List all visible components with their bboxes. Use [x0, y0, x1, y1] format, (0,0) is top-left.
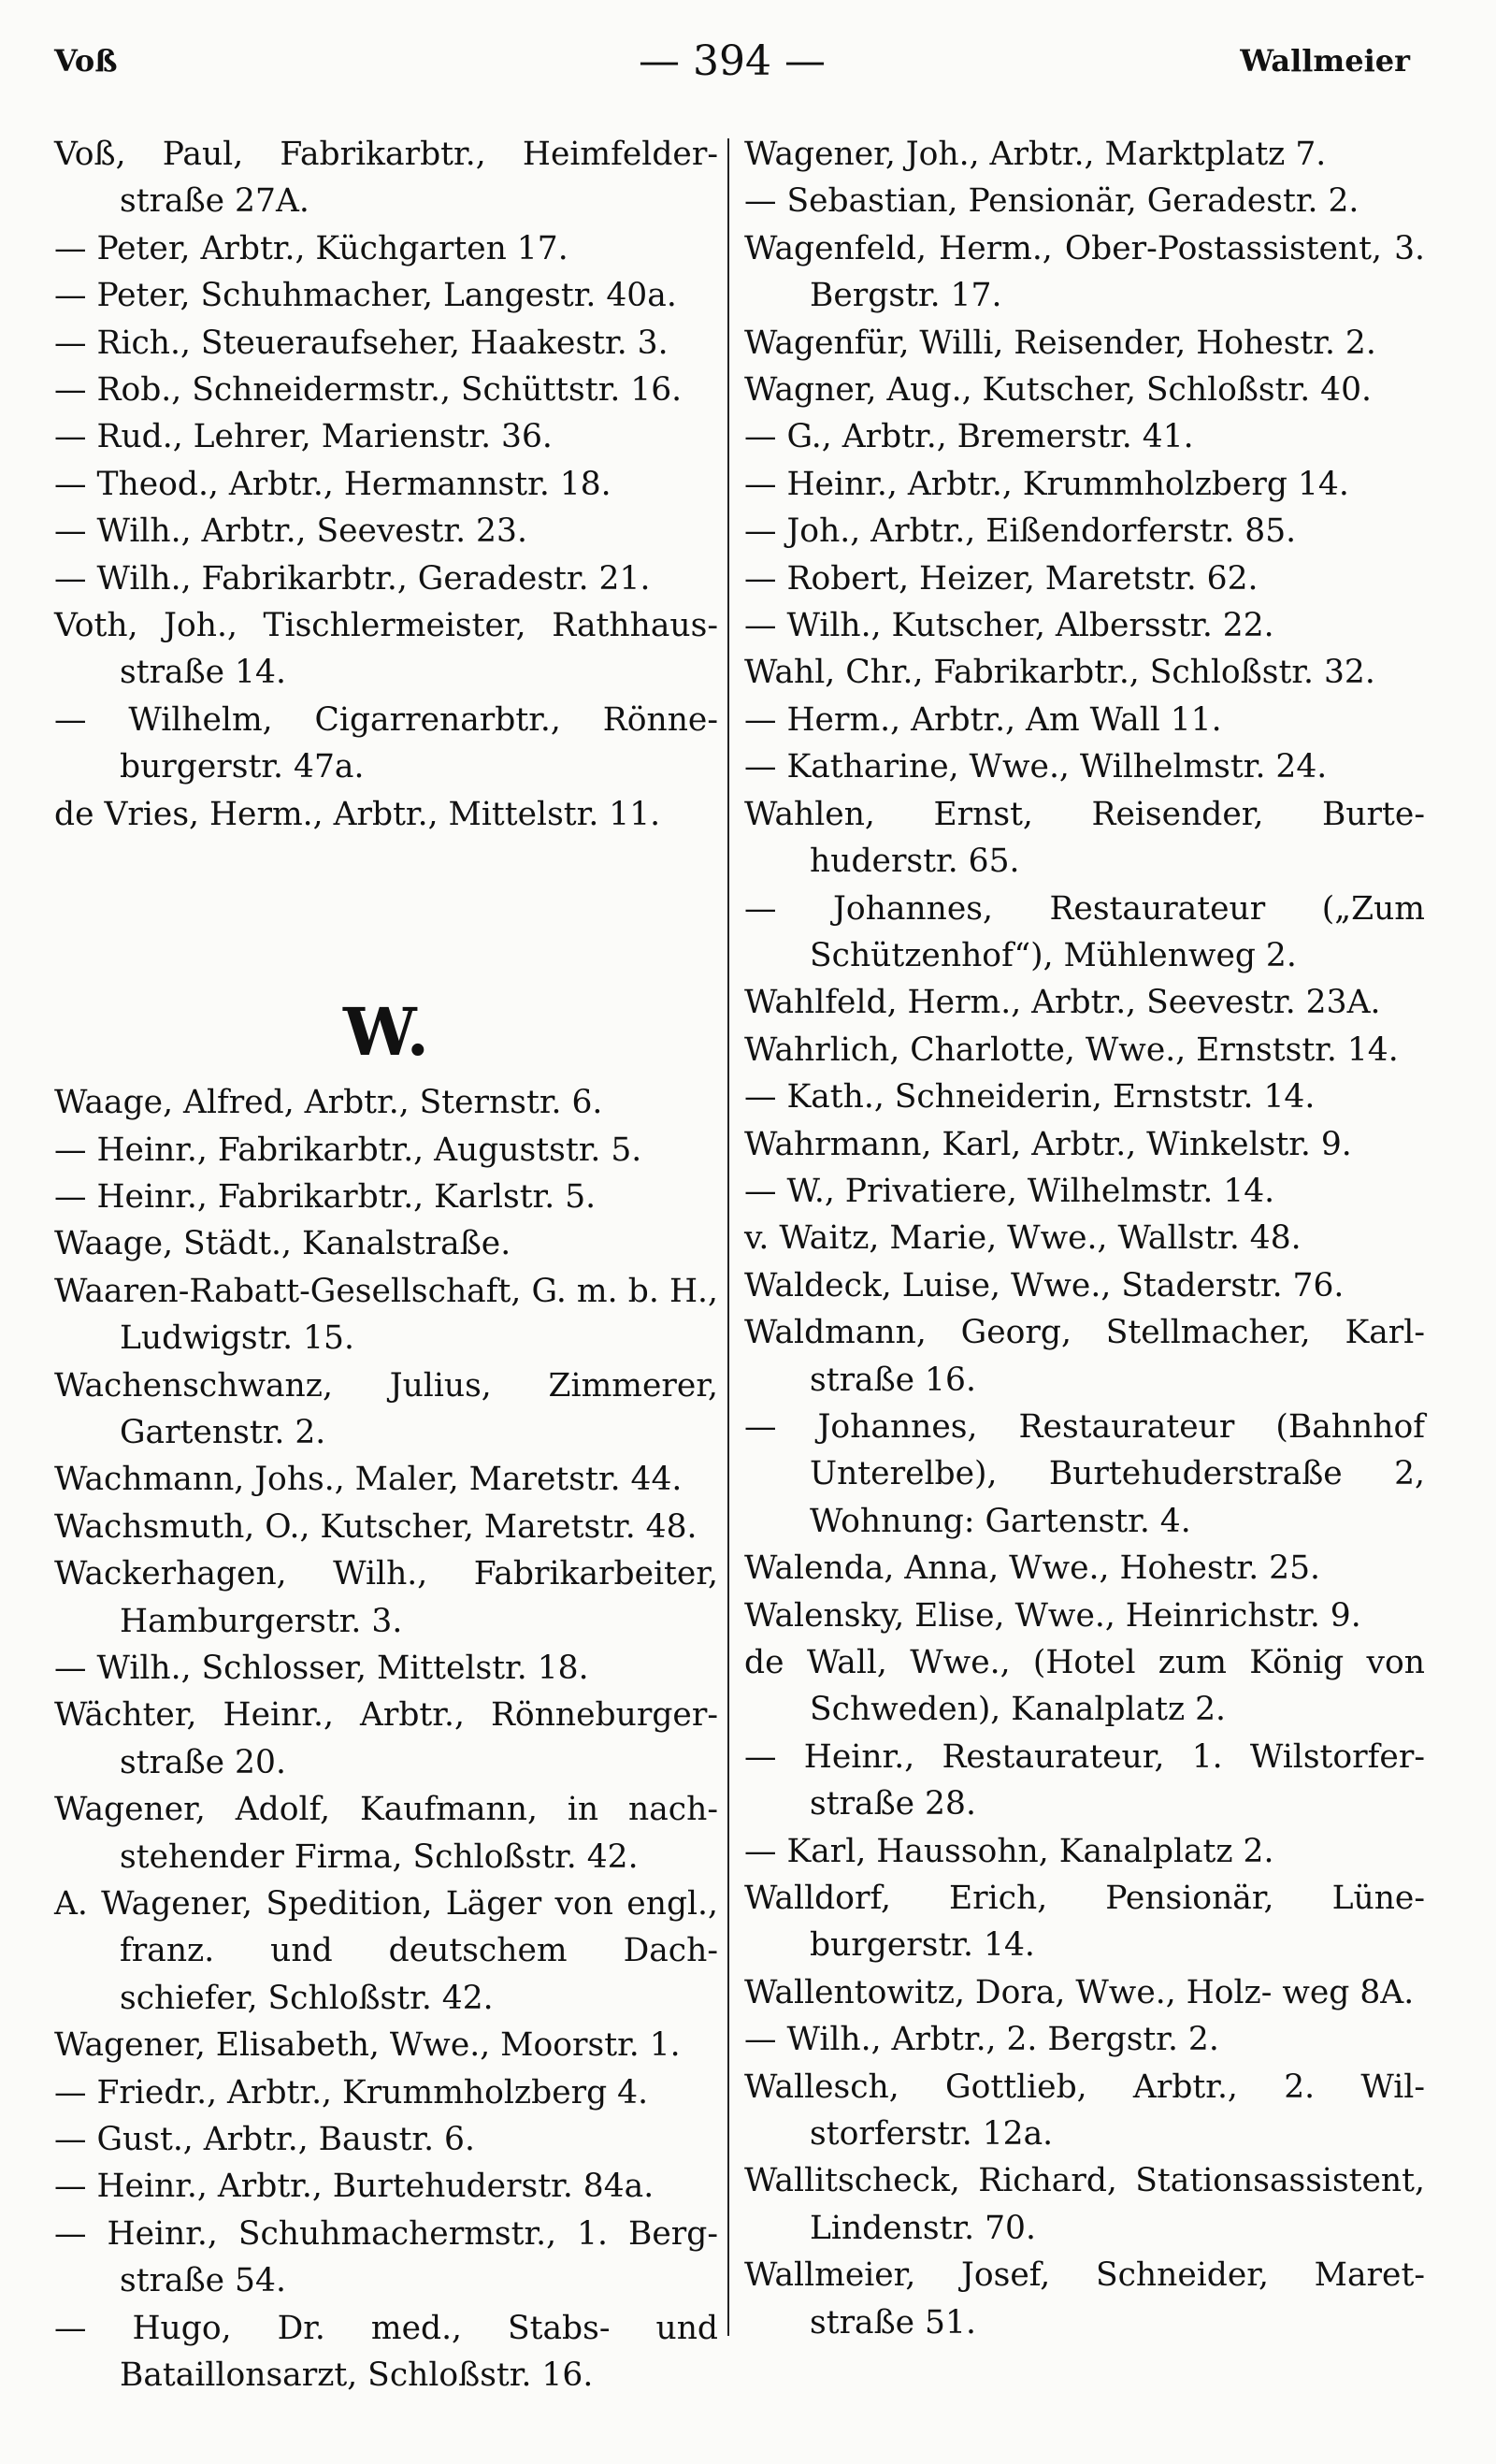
directory-entry: Walenda, Anna, Wwe., Hohestr. 25.: [744, 1549, 1321, 1588]
directory-entry: — Peter, Arbtr., Küchgarten 17.: [54, 229, 568, 267]
directory-entry: Wahrmann, Karl, Arbtr., Winkelstr. 9.: [744, 1125, 1352, 1163]
directory-entry: — Rich., Steueraufseher, Haakestr. 3.: [54, 324, 669, 362]
directory-entry: Walensky, Elise, Wwe., Heinrichstr. 9.: [744, 1596, 1361, 1635]
directory-entry: Waaren-Rabatt-Gesellschaft, G. m. b. H., Ludwigstr. 15.: [54, 1272, 718, 1358]
directory-entry: Waldmann, Georg, Stellmacher, Karl- straße 16.: [744, 1314, 1425, 1399]
left-column-w-entries: [54, 1079, 718, 2399]
directory-entry: — Sebastian, Pensionär, Geradestr. 2.: [744, 182, 1359, 221]
directory-entry: Wahlfeld, Herm., Arbtr., Seevestr. 23A.: [744, 984, 1381, 1022]
directory-entry: Wallesch, Gottlieb, Arbtr., 2. Wil- storferstr. 12a.: [744, 2068, 1425, 2154]
directory-entry: Wagenfeld, Herm., Ober-Postassistent, 3. Bergstr. 17.: [744, 229, 1425, 315]
directory-entry: Waage, Alfred, Arbtr., Sternstr. 6.: [54, 1084, 603, 1122]
directory-entry: — Rob., Schneidermstr., Schüttstr. 16.: [54, 371, 683, 410]
directory-entry: Wallmeier, Josef, Schneider, Maret- straße 51.: [744, 2256, 1425, 2342]
directory-entry: Walldorf, Erich, Pensionär, Lüne- burgerstr. 14.: [744, 1880, 1425, 1965]
directory-entry: — Heinr., Arbtr., Burtehuderstr. 84a.: [54, 2168, 654, 2206]
directory-entry: — Heinr., Schuhmachermstr., 1. Berg- straße 54.: [54, 2214, 718, 2300]
directory-entry: v. Waitz, Marie, Wwe., Wallstr. 48.: [744, 1219, 1302, 1258]
directory-entry: — Herm., Arbtr., Am Wall 11.: [744, 700, 1222, 739]
directory-entry: — Joh., Arbtr., Eißendorferstr. 85.: [744, 512, 1297, 551]
directory-entry: — Gust., Arbtr., Baustr. 6.: [54, 2121, 475, 2159]
directory-entry: Wachsmuth, O., Kutscher, Maretstr. 48.: [54, 1507, 698, 1546]
directory-entry: Wallentowitz, Dora, Wwe., Holz- weg 8A.: [744, 1973, 1415, 2011]
directory-entry: — Robert, Heizer, Maretstr. 62.: [744, 559, 1259, 598]
directory-entry: Voß, Paul, Fabrikarbtr., Heimfelder- straße 27A.: [54, 136, 718, 221]
directory-entry: de Vries, Herm., Arbtr., Mittelstr. 11.: [54, 795, 661, 833]
directory-entry: Wagener, Joh., Arbtr., Marktplatz 7.: [744, 136, 1327, 173]
column-divider: [727, 138, 729, 2336]
directory-entry: — Wilhelm, Cigarrenarbtr., Rönne- burgerstr. 47a.: [54, 700, 718, 786]
directory-entry: — Heinr., Fabrikarbtr., Auguststr. 5.: [54, 1131, 642, 1169]
directory-entry: — Johannes, Restaurateur („Zum Schützenhof“), Mühlenweg 2.: [744, 889, 1425, 974]
directory-entry: de Wall, Wwe., (Hotel zum König von Schweden), Kanalplatz 2.: [744, 1644, 1425, 1729]
directory-entry: — Johannes, Restaurateur (Bahnhof Unterelbe), Burtehuderstraße 2, Wohnung: Gartenstr. 4.: [744, 1407, 1425, 1540]
directory-entry: — Karl, Haussohn, Kanalplatz 2.: [744, 1832, 1274, 1870]
directory-entry: — G., Arbtr., Bremerstr. 41.: [744, 418, 1194, 456]
directory-entry: — Peter, Schuhmacher, Langestr. 40a.: [54, 277, 677, 315]
directory-entry: — Kath., Schneiderin, Ernststr. 14.: [744, 1078, 1316, 1117]
directory-entry: — Heinr., Fabrikarbtr., Karlstr. 5.: [54, 1177, 597, 1216]
directory-entry: Wallitscheck, Richard, Stationsassistent, Lindenstr. 70.: [744, 2162, 1425, 2247]
directory-entry: Wächter, Heinr., Arbtr., Rönneburger- straße 20.: [54, 1696, 718, 1781]
directory-entry: — Wilh., Schlosser, Mittelstr. 18.: [54, 1649, 589, 1687]
header-right-keyword: Wallmeier: [1240, 43, 1410, 79]
directory-entry: — Hugo, Dr. med., Stabs- und Bataillonsarzt, Schloßstr. 16.: [54, 2309, 718, 2395]
directory-entry: — Heinr., Restaurateur, 1. Wilstorfer- straße 28.: [744, 1737, 1425, 1823]
directory-entry: Wagner, Aug., Kutscher, Schloßstr. 40.: [744, 371, 1372, 410]
directory-entry: Wagenfür, Willi, Reisender, Hohestr. 2.: [744, 324, 1376, 362]
directory-entry: — Wilh., Fabrikarbtr., Geradestr. 21.: [54, 559, 651, 598]
directory-entry: — Wilh., Arbtr., 2. Bergstr. 2.: [744, 2021, 1219, 2059]
directory-entry: — Rud., Lehrer, Marienstr. 36.: [54, 418, 553, 456]
directory-entry: Wahl, Chr., Fabrikarbtr., Schloßstr. 32.: [744, 654, 1375, 692]
directory-entry: Voth, Joh., Tischlermeister, Rathhaus- straße 14.: [54, 607, 718, 692]
directory-entry: Wackerhagen, Wilh., Fabrikarbeiter, Hamburgerstr. 3.: [54, 1555, 718, 1640]
directory-entry: — Katharine, Wwe., Wilhelmstr. 24.: [744, 748, 1328, 786]
directory-entry: — Heinr., Arbtr., Krummholzberg 14.: [744, 465, 1349, 503]
left-column-v-entries: [54, 131, 718, 838]
header-left-keyword: Voß: [54, 43, 118, 79]
section-letter-heading: W.: [342, 993, 430, 1072]
right-column: [744, 131, 1425, 2346]
directory-entry: Waldeck, Luise, Wwe., Staderstr. 76.: [744, 1266, 1345, 1304]
directory-entry: — Friedr., Arbtr., Krummholzberg 4.: [54, 2073, 649, 2111]
left-column: [54, 131, 718, 2399]
directory-entry: — Wilh., Kutscher, Albersstr. 22.: [744, 607, 1274, 645]
page-header: [54, 37, 1410, 103]
directory-entry: A. Wagener, Spedition, Läger von engl., franz. und deutschem Dach- schiefer, Schloßstr. 42.: [54, 1885, 718, 2017]
directory-entry: Waage, Städt., Kanalstraße.: [54, 1225, 511, 1263]
right-column-entries: [744, 131, 1425, 2346]
directory-entry: — W., Privatiere, Wilhelmstr. 14.: [744, 1172, 1275, 1210]
directory-entry: Wahlen, Ernst, Reisender, Burte- huderstr. 65.: [744, 795, 1425, 881]
directory-entry: — Theod., Arbtr., Hermannstr. 18.: [54, 465, 611, 503]
directory-entry: Wahrlich, Charlotte, Wwe., Ernststr. 14.: [744, 1030, 1399, 1069]
directory-entry: — Wilh., Arbtr., Seevestr. 23.: [54, 512, 527, 551]
directory-entry: Wagener, Adolf, Kaufmann, in nach- stehender Firma, Schloßstr. 42.: [54, 1791, 718, 1876]
directory-entry: Wachenschwanz, Julius, Zimmerer, Gartenstr. 2.: [54, 1366, 718, 1451]
directory-entry: Wachmann, Johs., Maler, Maretstr. 44.: [54, 1461, 683, 1499]
page-number: — 394 —: [639, 37, 826, 85]
directory-entry: Wagener, Elisabeth, Wwe., Moorstr. 1.: [54, 2026, 681, 2065]
